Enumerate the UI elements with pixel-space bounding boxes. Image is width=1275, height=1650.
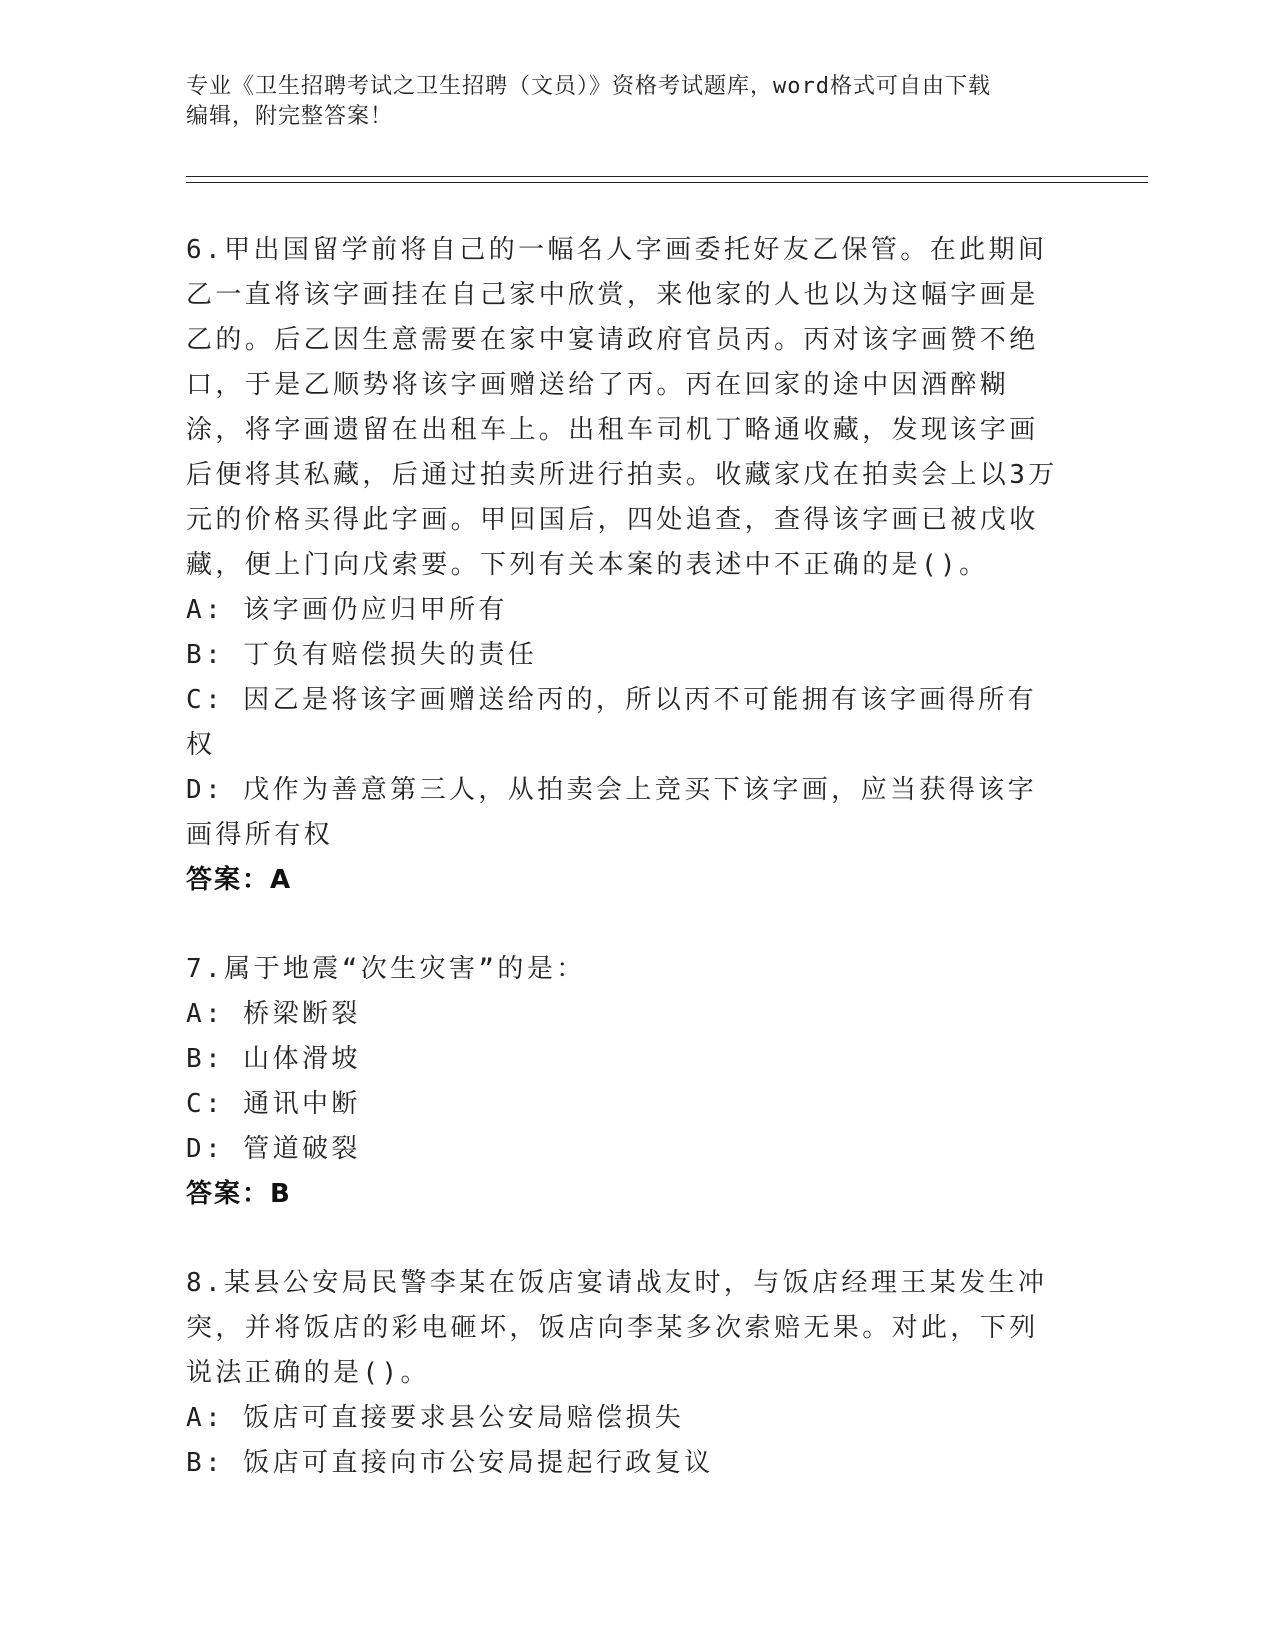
header-line-1: 专业《卫生招聘考试之卫生招聘（文员）》资格考试题库，word格式可自由下载	[186, 74, 991, 99]
question-list	[186, 228, 1066, 1530]
option-text: 戊作为善意第三人，从拍卖会上竞买下该字画，应当获得该字画得所有权	[186, 775, 1037, 850]
option-letter: C	[186, 685, 206, 715]
page-header	[186, 72, 1066, 132]
option-c: C: 通讯中断	[186, 1089, 361, 1119]
option-text: 桥梁断裂	[243, 999, 361, 1029]
option-letter: C	[186, 1089, 206, 1119]
header-line-2: 编辑，附完整答案！	[186, 104, 394, 129]
option-a: A: 饭店可直接要求县公安局赔偿损失	[186, 1403, 685, 1433]
option-text: 管道破裂	[243, 1134, 361, 1164]
option-text: 因乙是将该字画赠送给丙的，所以丙不可能拥有该字画得所有权	[186, 685, 1037, 760]
option-letter: D	[186, 1134, 206, 1164]
option-letter: A	[186, 999, 206, 1029]
option-b: B: 饭店可直接向市公安局提起行政复议	[186, 1448, 714, 1478]
option-text: 丁负有赔偿损失的责任	[243, 640, 538, 670]
option-text: 山体滑坡	[243, 1044, 361, 1074]
option-text: 饭店可直接要求县公安局赔偿损失	[243, 1403, 685, 1433]
option-d: D: 管道破裂	[186, 1134, 361, 1164]
header-divider	[186, 176, 1148, 183]
option-c: C: 因乙是将该字画赠送给丙的，所以丙不可能拥有该字画得所有权	[186, 685, 1037, 760]
option-letter: A	[186, 595, 206, 625]
question-7	[186, 947, 1066, 1217]
option-letter: B	[186, 1448, 206, 1478]
option-b: B: 丁负有赔偿损失的责任	[186, 640, 538, 670]
option-d: D: 戊作为善意第三人，从拍卖会上竞买下该字画，应当获得该字画得所有权	[186, 775, 1037, 850]
question-6	[186, 228, 1066, 903]
option-text: 通讯中断	[243, 1089, 361, 1119]
question-8	[186, 1261, 1066, 1486]
option-b: B: 山体滑坡	[186, 1044, 361, 1074]
option-letter: B	[186, 640, 206, 670]
question-stem: 7.属于地震“次生灾害”的是：	[186, 954, 586, 984]
option-letter: B	[186, 1044, 206, 1074]
option-a: A: 桥梁断裂	[186, 999, 361, 1029]
answer-line: 答案：B	[186, 1179, 292, 1209]
option-text: 饭店可直接向市公安局提起行政复议	[243, 1448, 714, 1478]
question-stem: 6.甲出国留学前将自己的一幅名人字画委托好友乙保管。在此期间乙一直将该字画挂在自己家中欣赏，来他家的人也以为这幅字画是乙的。后乙因生意需要在家中宴请政府官员丙。丙对该字画赞不绝口，于是乙顺势将该字画赠送给了丙。丙在回家的途中因酒醉糊涂，将字画遗留在出租车上。出租车司机丁略通收藏，发现该字画后便将其私藏，后通过拍卖所进行拍卖。收藏家戊在拍卖会上以3万元的价格买得此字画。甲回国后，四处追查，查得该字画已被戊收藏，便上门向戊索要。下列有关本案的表述中不正确的是()。	[186, 235, 1058, 580]
option-letter: A	[186, 1403, 206, 1433]
option-text: 该字画仍应归甲所有	[243, 595, 508, 625]
option-a: A: 该字画仍应归甲所有	[186, 595, 508, 625]
option-letter: D	[186, 775, 206, 805]
question-stem: 8.某县公安局民警李某在饭店宴请战友时，与饭店经理王某发生冲突，并将饭店的彩电砸坏，饭店向李某多次索赔无果。对此，下列说法正确的是()。	[186, 1268, 1048, 1388]
answer-line: 答案：A	[186, 865, 293, 895]
